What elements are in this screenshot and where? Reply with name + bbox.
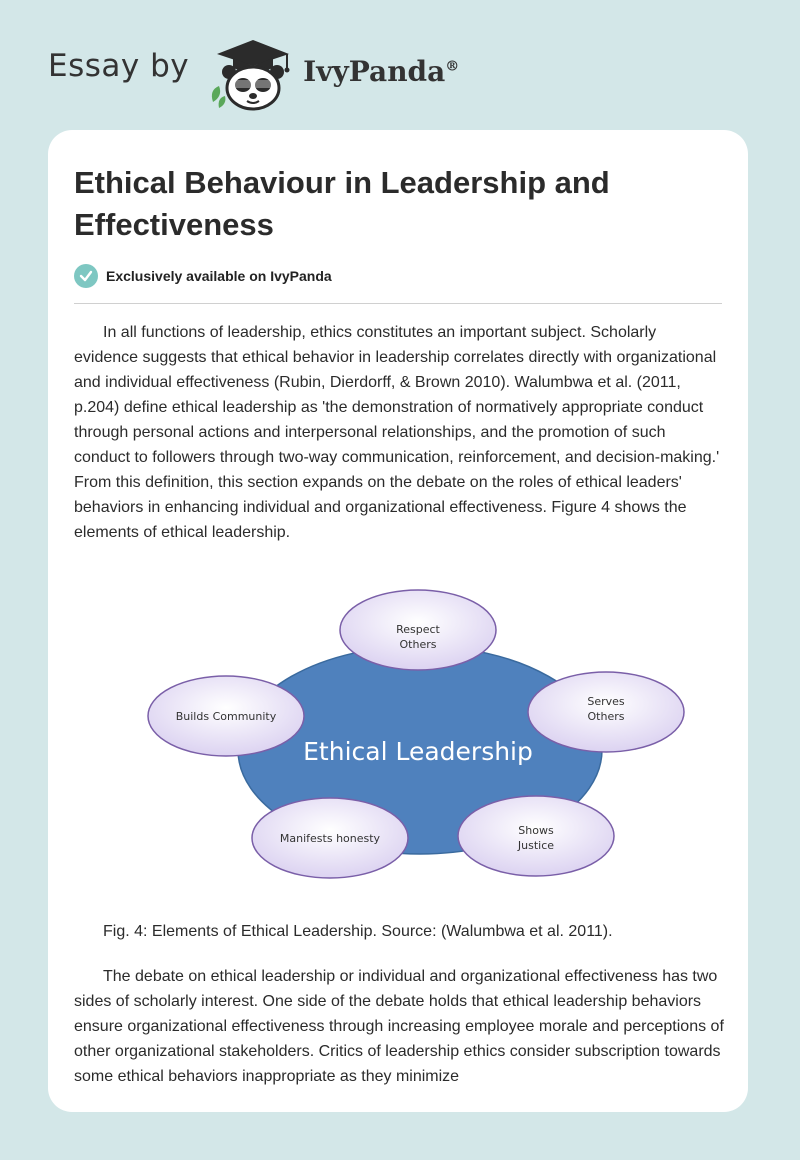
- exclusive-badge: [74, 264, 332, 288]
- element-honesty-label: Manifests honesty: [279, 832, 381, 845]
- ethical-leadership-diagram: [142, 588, 688, 888]
- element-respect-label-1: Respect: [396, 623, 440, 636]
- article-title: Ethical Behaviour in Leadership and Effectiveness: [74, 165, 610, 242]
- element-serves-label-2: Others: [587, 710, 625, 723]
- element-justice-label-1: Shows: [518, 824, 554, 837]
- brand-prefix: Essay by: [48, 48, 190, 84]
- element-justice-label-2: Justice: [517, 839, 555, 852]
- element-serves-label-1: Serves: [587, 695, 625, 708]
- element-builds-label: Builds Community: [175, 710, 277, 723]
- badge-text: Exclusively available on IvyPanda: [106, 268, 332, 284]
- panda-logo-icon: [207, 32, 299, 112]
- divider: [74, 303, 722, 304]
- brand-header[interactable]: [48, 32, 459, 112]
- brand-name: IvyPanda®: [303, 54, 460, 88]
- figure-caption: Fig. 4: Elements of Ethical Leadership. Source: (Walumbwa et al. 2011).: [103, 923, 613, 940]
- paragraph: In all functions of leadership, ethics constitutes an important subject. Scholarly evidence suggests that ethical behavior in leadership correlates directly with organizational and individual effectiveness (Rubin, Dierdorff, & Brown 2010). Walumbwa et al. (2011, p.204) define ethical leadership as 'the demonstration of normatively appropriate conduct through personal actions and interpersonal relationships, and the promotion of such conduct to followers through two-way communication, reinforcement, and decision-making.' From this definition, this section expands on the debate on the roles of ethical leaders' behaviors in enhancing individual and organizational effectiveness. Figure 4 shows the elements of ethical leadership.: [74, 324, 720, 541]
- check-icon: [74, 264, 98, 288]
- center-label: Ethical Leadership: [303, 737, 533, 766]
- element-respect-label-2: Others: [399, 638, 437, 651]
- article-card: [48, 130, 748, 1112]
- paragraph: The debate on ethical leadership or individual and organizational effectiveness has two sides of scholarly interest. One side of the debate holds that ethical leadership behaviors ensure organizational effectiveness through increasing employee morale and perceptions of other organizational stakeholders. Critics of leadership ethics consider subscription towards some ethical behaviors inappropriate as they minimize: [74, 968, 724, 1085]
